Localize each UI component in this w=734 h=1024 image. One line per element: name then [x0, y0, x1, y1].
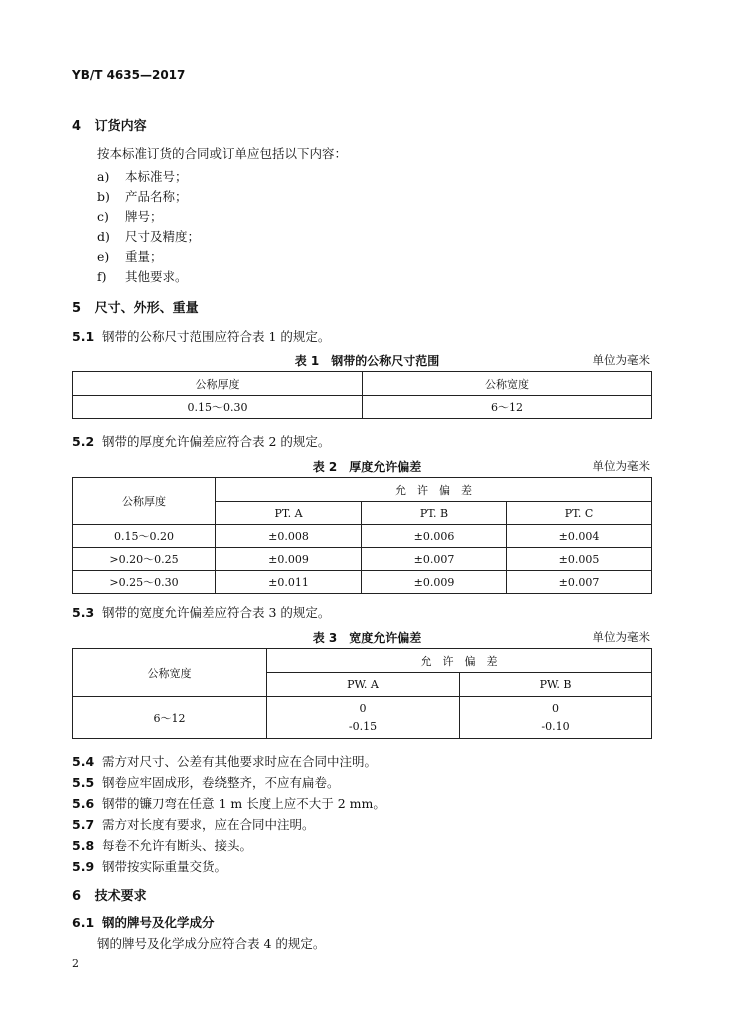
- table-2-cell: ±0.011: [216, 571, 362, 594]
- section-6-heading: [72, 885, 147, 904]
- table-2-cell: ±0.004: [507, 525, 652, 548]
- table-2-cell: ±0.007: [362, 548, 507, 571]
- table-2-header-thickness: 公称厚度: [73, 478, 216, 525]
- table-3: [72, 648, 652, 739]
- clause-number: 5.2: [72, 434, 95, 449]
- table-3-header-width: 公称宽度: [73, 649, 267, 697]
- list-text: 牌号；: [125, 209, 163, 224]
- section-4-number: 4: [72, 119, 82, 134]
- table-3-header-pwa: PW. A: [267, 673, 460, 697]
- clause-text: 钢带按实际重量交货。: [102, 859, 228, 874]
- tolerance-upper: 0: [359, 701, 367, 715]
- table-2-cell: ±0.007: [507, 571, 652, 594]
- table-2-caption: 表 2 厚度允许偏差: [312, 460, 422, 474]
- table-2-cell: ±0.009: [362, 571, 507, 594]
- section-5-title: 尺寸、外形、重量: [94, 301, 199, 316]
- clause-text: 需方对长度有要求，应在合同中注明。: [102, 817, 315, 832]
- list-item: [97, 207, 163, 225]
- clause-5-5: [72, 773, 340, 791]
- list-text: 本标准号；: [125, 169, 188, 184]
- table-1: [72, 371, 652, 419]
- clause-number: 5.6: [72, 796, 95, 811]
- table-3-cell-width: 6～12: [73, 697, 267, 739]
- table-1-header-width: 公称宽度: [363, 372, 652, 396]
- section-5-number: 5: [72, 301, 82, 316]
- clause-number: 5.3: [72, 605, 95, 620]
- clause-5-7: [72, 815, 315, 833]
- table-row: [73, 525, 652, 548]
- list-marker: b): [97, 189, 110, 204]
- clause-title: 钢的牌号及化学成分: [102, 915, 215, 930]
- page-number: 2: [72, 957, 79, 970]
- clause-text: 钢卷应牢固成形，卷绕整齐，不应有扁卷。: [102, 775, 340, 790]
- clause-5-8: [72, 836, 252, 854]
- table-1-unit: 单位为毫米: [592, 353, 650, 367]
- table-row: [73, 548, 652, 571]
- clause-text: 钢带的镰刀弯在任意 1 m 长度上应不大于 2 mm。: [102, 796, 386, 811]
- table-3-header-tolerance: 允 许 偏 差: [267, 649, 652, 673]
- clause-5-9: [72, 857, 227, 875]
- list-item: [97, 247, 163, 265]
- clause-5-6: [72, 794, 386, 812]
- table-2-cell: ±0.009: [216, 548, 362, 571]
- list-marker: e): [97, 249, 110, 264]
- clause-text: 钢带的宽度允许偏差应符合表 3 的规定。: [102, 605, 331, 620]
- clause-number: 6.1: [72, 915, 95, 930]
- standard-number: YB/T 4635—2017: [72, 68, 186, 82]
- clause-number: 5.9: [72, 859, 95, 874]
- table-3-cell-pwa: [267, 697, 460, 739]
- list-item: [97, 167, 188, 185]
- clause-number: 5.4: [72, 754, 95, 769]
- tolerance-upper: 0: [552, 701, 559, 715]
- list-item: [97, 227, 200, 245]
- clause-5-4: [72, 752, 377, 770]
- list-marker: a): [97, 169, 110, 184]
- list-marker: c): [97, 209, 109, 224]
- table-3-caption: 表 3 宽度允许偏差: [312, 631, 422, 645]
- section-6-number: 6: [72, 889, 82, 904]
- table-1-caption: 表 1 钢带的公称尺寸范围: [294, 354, 440, 368]
- clause-number: 5.8: [72, 838, 95, 853]
- section-4-heading: [72, 115, 147, 134]
- clause-text: 钢带的厚度允许偏差应符合表 2 的规定。: [102, 434, 331, 449]
- table-2: [72, 477, 652, 594]
- table-2-unit: 单位为毫米: [592, 459, 650, 473]
- tolerance-lower: -0.15: [348, 719, 378, 733]
- table-2-header-tolerance: 允 许 偏 差: [216, 478, 652, 502]
- list-text: 尺寸及精度；: [125, 229, 201, 244]
- table-2-header-ptb: PT. B: [362, 502, 507, 525]
- table-2-cell: 0.15～0.20: [73, 525, 216, 548]
- section-4-title: 订货内容: [94, 119, 147, 134]
- list-text: 其他要求。: [125, 269, 188, 284]
- table-2-header-pta: PT. A: [216, 502, 362, 525]
- clause-6-1-text: 钢的牌号及化学成分应符合表 4 的规定。: [97, 936, 326, 951]
- table-2-cell: ±0.008: [216, 525, 362, 548]
- table-row: [73, 571, 652, 594]
- clause-6-1-heading: [72, 913, 215, 931]
- clause-5-3: [72, 603, 330, 621]
- list-marker: f): [97, 269, 107, 284]
- table-1-cell-width: 6～12: [363, 396, 652, 419]
- clause-number: 5.5: [72, 775, 95, 790]
- section-6-title: 技术要求: [94, 889, 147, 904]
- table-3-cell-pwb: [460, 697, 652, 739]
- table-3-unit: 单位为毫米: [592, 630, 650, 644]
- section-5-heading: [72, 297, 199, 316]
- clause-text: 钢带的公称尺寸范围应符合表 1 的规定。: [102, 329, 331, 344]
- clause-number: 5.1: [72, 329, 95, 344]
- table-2-cell: >0.20～0.25: [73, 548, 216, 571]
- clause-text: 每卷不允许有断头、接头。: [102, 838, 253, 853]
- clause-5-2: [72, 432, 330, 450]
- tolerance-lower: -0.10: [541, 719, 570, 733]
- list-text: 产品名称；: [125, 189, 188, 204]
- clause-text: 需方对尺寸、公差有其他要求时应在合同中注明。: [102, 754, 378, 769]
- table-1-cell-thickness: 0.15～0.30: [73, 396, 363, 419]
- section-4-intro: 按本标准订货的合同或订单应包括以下内容：: [97, 146, 348, 161]
- list-text: 重量；: [125, 249, 163, 264]
- table-2-cell: >0.25～0.30: [73, 571, 216, 594]
- list-marker: d): [97, 229, 110, 244]
- table-2-cell: ±0.006: [362, 525, 507, 548]
- list-item: [97, 267, 188, 285]
- table-2-cell: ±0.005: [507, 548, 652, 571]
- table-3-header-pwb: PW. B: [460, 673, 652, 697]
- clause-number: 5.7: [72, 817, 95, 832]
- clause-5-1: [72, 327, 330, 345]
- list-item: [97, 187, 188, 205]
- table-1-header-thickness: 公称厚度: [73, 372, 363, 396]
- table-2-header-ptc: PT. C: [507, 502, 652, 525]
- table-row: [73, 697, 652, 739]
